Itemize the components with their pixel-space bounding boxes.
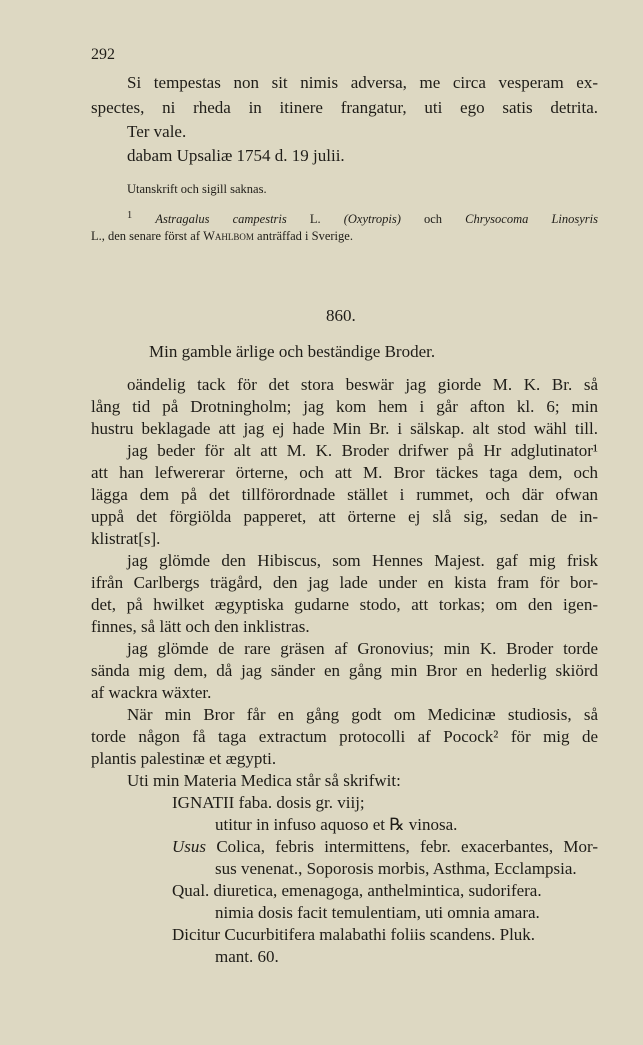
body-line: Uti min Materia Medica står så skrifwit: <box>127 771 401 790</box>
footnote-species: (Oxytropis) <box>343 212 401 227</box>
materia-line: Qual. diuretica, emenagoga, anthelmintica, sudorifera. <box>172 881 542 900</box>
body-line: lägga dem på det tillförordnade stället i rummet, och där ofwan <box>91 485 598 504</box>
body-line: jag glömde den Hibiscus, som Hennes Majest. gaf mig frisk <box>127 551 598 570</box>
body-line: torde någon få taga extractum protocolli af Pocock² för mig de <box>91 727 598 746</box>
materia-line: utitur in infuso aquoso et ℞ vinosa. <box>215 815 458 834</box>
body-line: oändelig tack för det stora beswär jag giorde M. K. Br. så <box>127 375 598 394</box>
footnote-text: L., den senare först af <box>91 229 204 243</box>
footnote-species: Astragalus campestris <box>155 212 287 227</box>
body-line: ifrån Carlbergs trägård, den jag lade under en kista fram för bor- <box>91 573 598 592</box>
materia-line: sus venenat., Soporosis morbis, Asthma, Ecclampsia. <box>215 859 577 878</box>
body-line: klistrat[s]. <box>91 529 161 548</box>
body-line: jag beder för alt att M. K. Broder drifwer på Hr adglutinator¹ <box>127 441 598 460</box>
body-line: sända mig dem, då jag sänder en gång min Bror en hederlig skiörd <box>91 661 598 680</box>
body-line: finnes, så lätt och den inklistras. <box>91 617 310 636</box>
body-line: lång tid på Drotningholm; jag kom hem i går afton kl. 6; min <box>91 397 598 416</box>
note-utanskrift: Utanskrift och sigill saknas. <box>127 182 267 196</box>
footnote-species: Chrysocoma Linosyris <box>465 212 599 227</box>
body-line: uppå det förgiölda papperet, att örterne ej slå sig, sedan de in- <box>91 507 598 526</box>
closing-line: Si tempestas non sit nimis adversa, me circa vesperam ex- <box>127 73 598 92</box>
body-line: När min Bror får en gång godt om Medicinæ studiosis, så <box>127 705 598 724</box>
letter-number: 860. <box>326 306 356 325</box>
footnote-text: och <box>400 212 466 227</box>
closing-line: dabam Upsaliæ 1754 d. 19 julii. <box>127 146 345 165</box>
footnote-line-2 <box>91 228 353 244</box>
materia-line: Dicitur Cucurbitifera malabathi foliis scandens. Pluk. <box>172 925 536 944</box>
closing-line: spectes, ni rheda in itinere frangatur, uti ego satis detrita. <box>91 98 598 117</box>
materia-line: nimia dosis facit temulentiam, uti omnia amara. <box>215 903 540 922</box>
materia-text: Colica, febris intermittens, febr. exacerbantes, Mor- <box>206 837 598 856</box>
body-line: plantis palestinæ et ægypti. <box>91 749 277 768</box>
materia-line: mant. 60. <box>215 947 279 966</box>
page-number: 292 <box>91 46 115 63</box>
materia-line: IGNATII faba. dosis gr. viij; <box>172 793 365 812</box>
body-line: det, på hwilket ægyptiska gudarne stodo, att torkas; om den igen- <box>91 595 598 614</box>
materia-line <box>172 836 598 858</box>
body-line: hustru beklagade att jag ej hade Min Br. i sälskap. alt stod wähl till. <box>91 419 598 438</box>
usus-label: Usus <box>172 837 207 856</box>
footnote-marker: 1 <box>127 210 133 221</box>
closing-line: Ter vale. <box>127 122 187 141</box>
body-line: af wackra wäxter. <box>91 683 212 702</box>
salutation: Min gamble ärlige och beständige Broder. <box>149 342 436 361</box>
footnote-person: Wahlbom <box>203 229 254 243</box>
footnote-text: anträffad i Sverige. <box>253 229 353 243</box>
body-line: jag glömde de rare gräsen af Gronovius; min K. Broder torde <box>127 639 598 658</box>
footnote-line-1 <box>127 208 598 227</box>
footnote-text: L. <box>286 212 344 227</box>
body-line: att han lefwererar örterne, och att M. Bror täckes taga dem, och <box>91 463 598 482</box>
